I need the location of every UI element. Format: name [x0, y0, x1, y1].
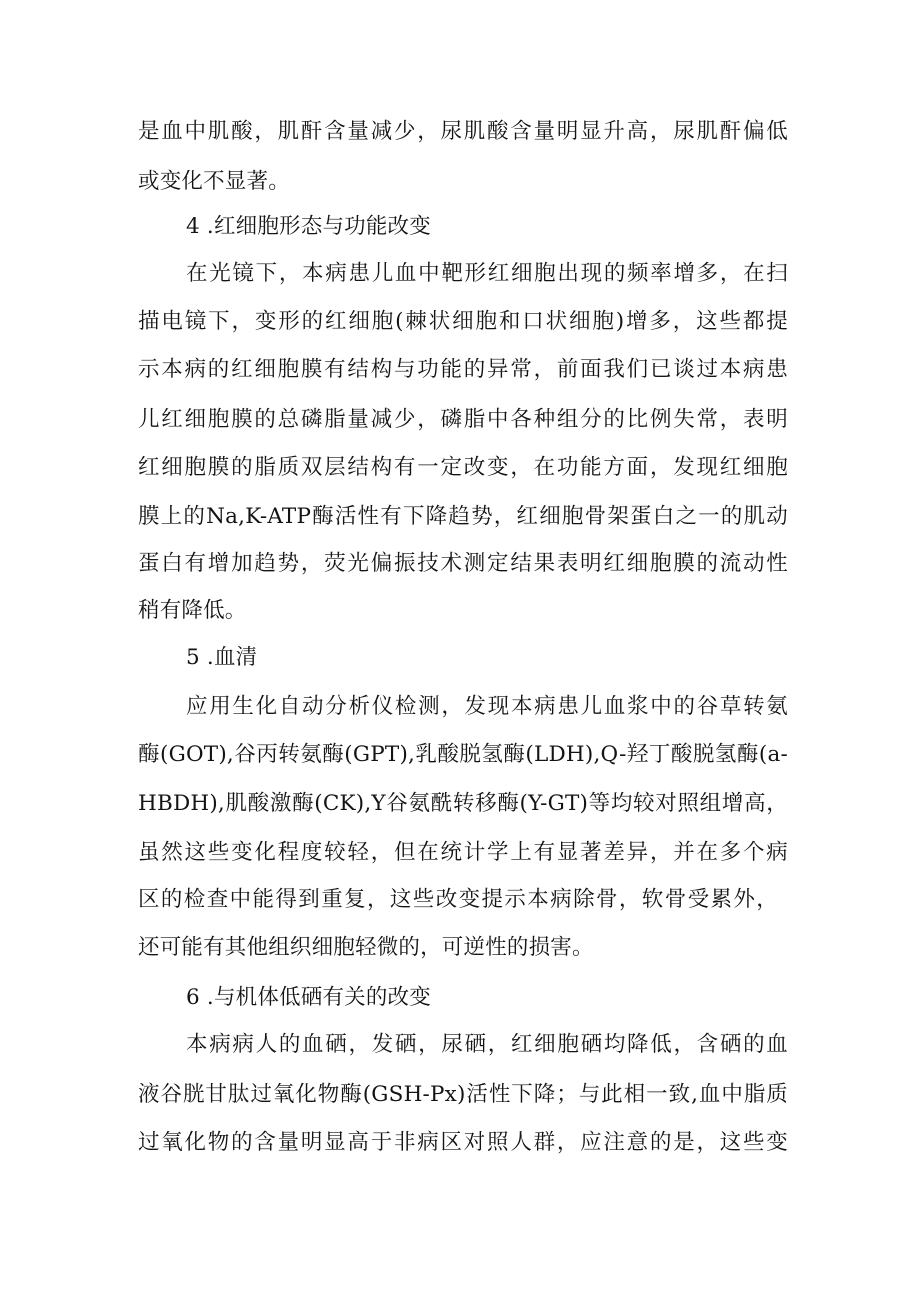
paragraph-3-line-3: HBDH),肌酸激酶(CK),Y谷氨酰转移酶(Y-GT)等均较对照组增高， [138, 791, 788, 816]
paragraph-4-line-3: 过氧化物的含量明显高于非病区对照人群，应注意的是，这些变 [138, 1130, 788, 1155]
section-heading-5: 5 .血清 [186, 645, 258, 670]
paragraph-4-line-1: 本病病人的血硒，发硒，尿硒，红细胞硒均降低，含硒的血 [186, 1032, 788, 1057]
paragraph-3-line-5: 区的检查中能得到重复，这些改变提示本病除骨，软骨受累外， [138, 887, 778, 912]
paragraph-3-line-2: 酶(GOT),谷丙转氨酶(GPT),乳酸脱氢酶(LDH),Q-羟丁酸脱氢酶(a- [138, 742, 788, 767]
section-heading-4: 4 .红细胞形态与功能改变 [186, 214, 431, 239]
paragraph-3-line-4: 虽然这些变化程度较轻，但在统计学上有显著差异，并在多个病 [138, 840, 788, 865]
paragraph-2-line-4: 儿红细胞膜的总磷脂量减少，磷脂中各种组分的比例失常，表明 [138, 407, 788, 432]
section-heading-6: 6 .与机体低硒有关的改变 [186, 985, 431, 1010]
paragraph-1-line-2: 或变化不显著。 [138, 169, 290, 194]
paragraph-2-line-8: 稍有降低。 [138, 598, 247, 623]
paragraph-1-line-1: 是血中肌酸，肌酐含量减少，尿肌酸含量明显升高，尿肌酐偏低 [138, 119, 788, 144]
paragraph-2-line-7: 蛋白有增加趋势，荧光偏振技术测定结果表明红细胞膜的流动性 [138, 551, 788, 576]
paragraph-3-line-1: 应用生化自动分析仪检测，发现本病患儿血浆中的谷草转氨 [186, 694, 788, 719]
paragraph-2-line-3: 示本病的红细胞膜有结构与功能的异常，前面我们已谈过本病患 [138, 357, 788, 382]
paragraph-3-line-6: 还可能有其他组织细胞轻微的，可逆性的损害。 [138, 935, 594, 960]
paragraph-2-line-5: 红细胞膜的脂质双层结构有一定改变，在功能方面，发现红细胞 [138, 455, 788, 480]
paragraph-2-line-2: 描电镜下，变形的红细胞(棘状细胞和口状细胞)增多，这些都提 [138, 309, 788, 334]
paragraph-2-line-1: 在光镜下，本病患儿血中靶形红细胞出现的频率增多，在扫 [186, 261, 788, 286]
paragraph-2-line-6: 膜上的Na,K-ATP酶活性有下降趋势，红细胞骨架蛋白之一的肌动 [138, 504, 788, 529]
paragraph-4-line-2: 液谷胱甘肽过氧化物酶(GSH-Px)活性下降；与此相一致,血中脂质 [138, 1082, 788, 1107]
